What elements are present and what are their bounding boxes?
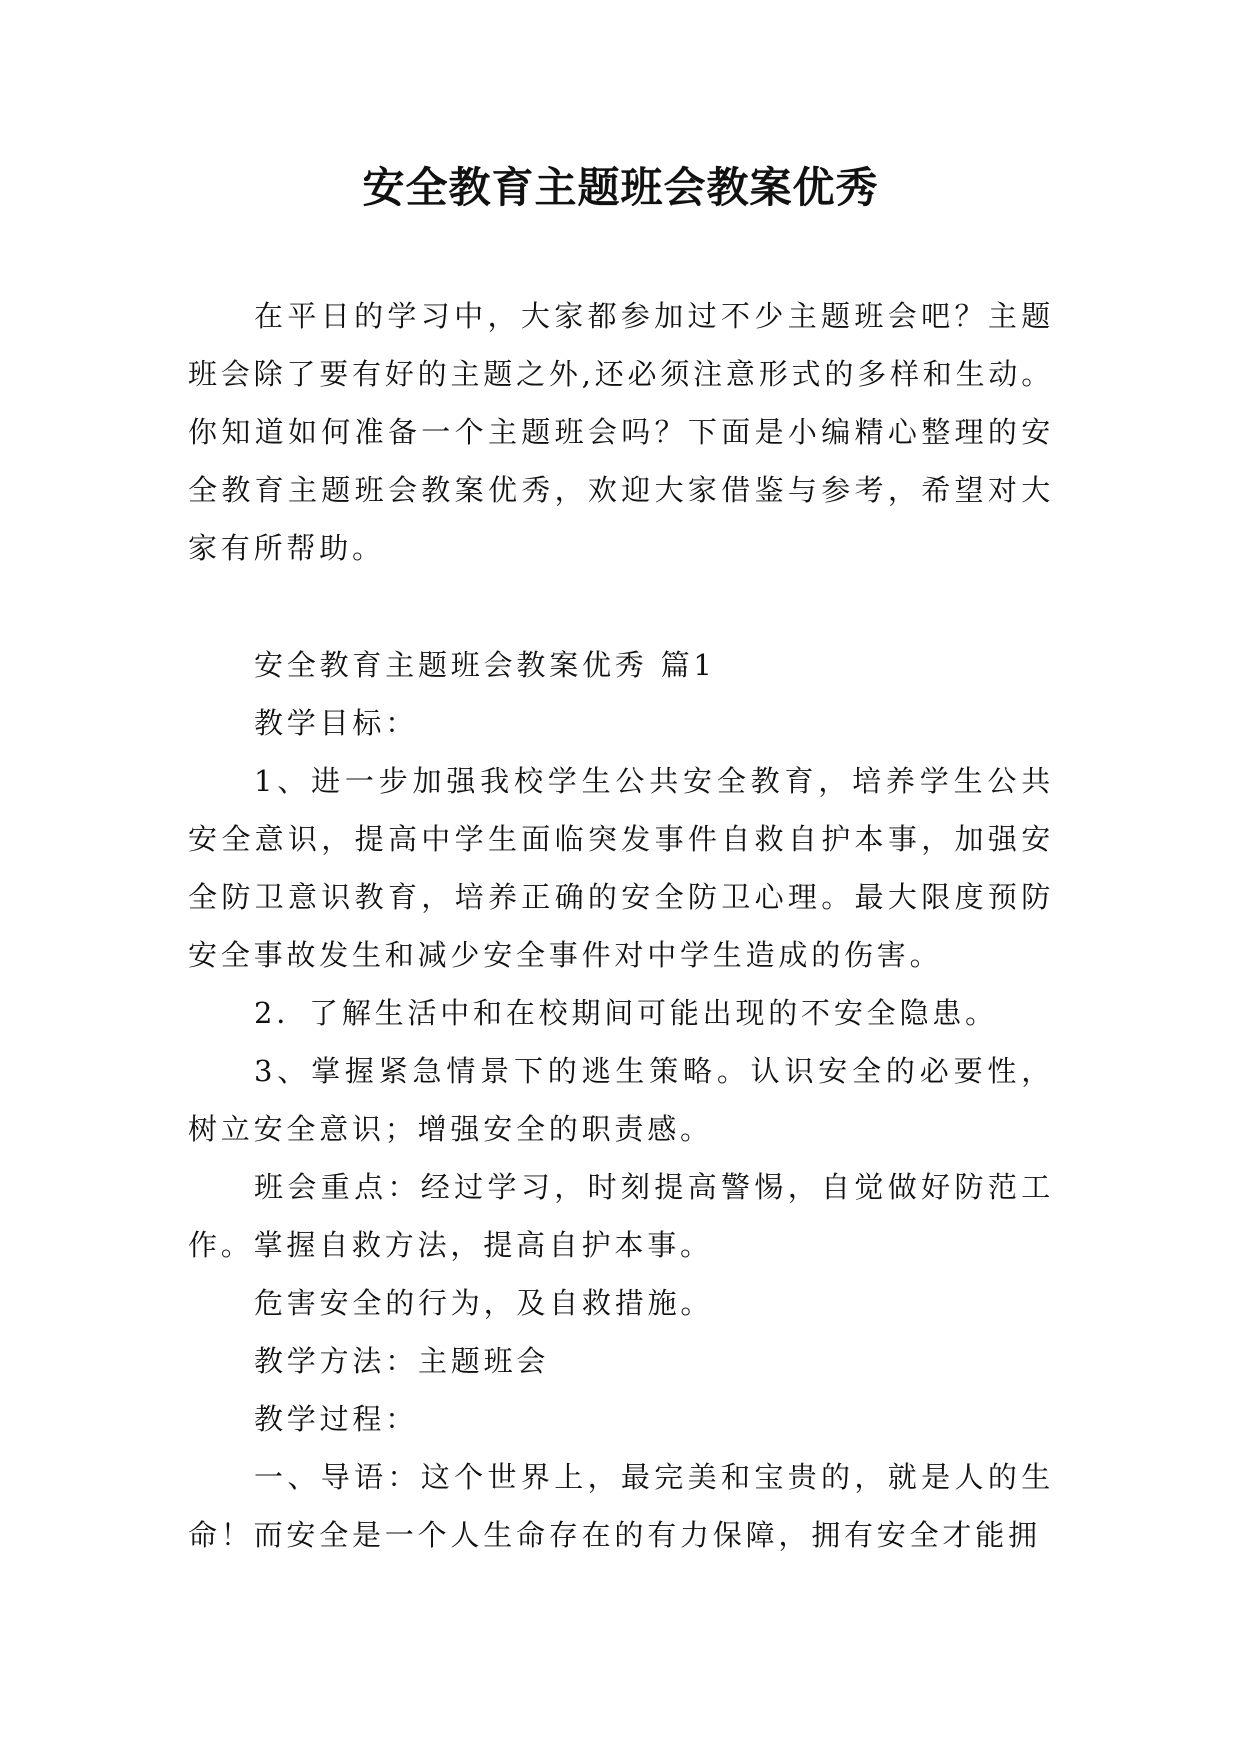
danger-paragraph: 危害安全的行为，及自救措施。: [254, 1286, 714, 1320]
intro-paragraph: 在平日的学习中，大家都参加过不少主题班会吧？主题班会除了要有好的主题之外,还必须注意形式的多样和生动。你知道如何准备一个主题班会吗？下面是小编精心整理的安全教育主题班会教案优秀，欢迎大家借鉴与参考，希望对大家有所帮助。: [188, 299, 1054, 565]
method-paragraph: 教学方法：主题班会: [254, 1344, 550, 1378]
document-title: 安全教育主题班会教案优秀: [362, 163, 879, 212]
objective-item-2: 2．了解生活中和在校期间可能出现的不安全隐患。: [254, 996, 998, 1030]
objective-item-3: 3、掌握紧急情景下的逃生策略。认识安全的必要性，树立安全意识；增强安全的职责感。: [188, 1054, 1054, 1146]
intro-talk-paragraph: 一、导语：这个世界上，最完美和宝贵的，就是人的生命！而安全是一个人生命存在的有力保障，拥有安全才能拥: [188, 1460, 1054, 1552]
section-heading: 安全教育主题班会教案优秀 篇1: [254, 648, 716, 682]
objective-item-1: 1、进一步加强我校学生公共安全教育，培养学生公共安全意识，提高中学生面临突发事件自救自护本事，加强安全防卫意识教育，培养正确的安全防卫心理。最大限度预防安全事故发生和减少安全事件对中学生造成的伤害。: [188, 764, 1054, 972]
focus-paragraph: 班会重点：经过学习，时刻提高警惕，自觉做好防范工作。掌握自救方法，提高自护本事。: [188, 1170, 1054, 1262]
process-label: 教学过程：: [254, 1402, 419, 1436]
objectives-label: 教学目标：: [254, 706, 419, 740]
